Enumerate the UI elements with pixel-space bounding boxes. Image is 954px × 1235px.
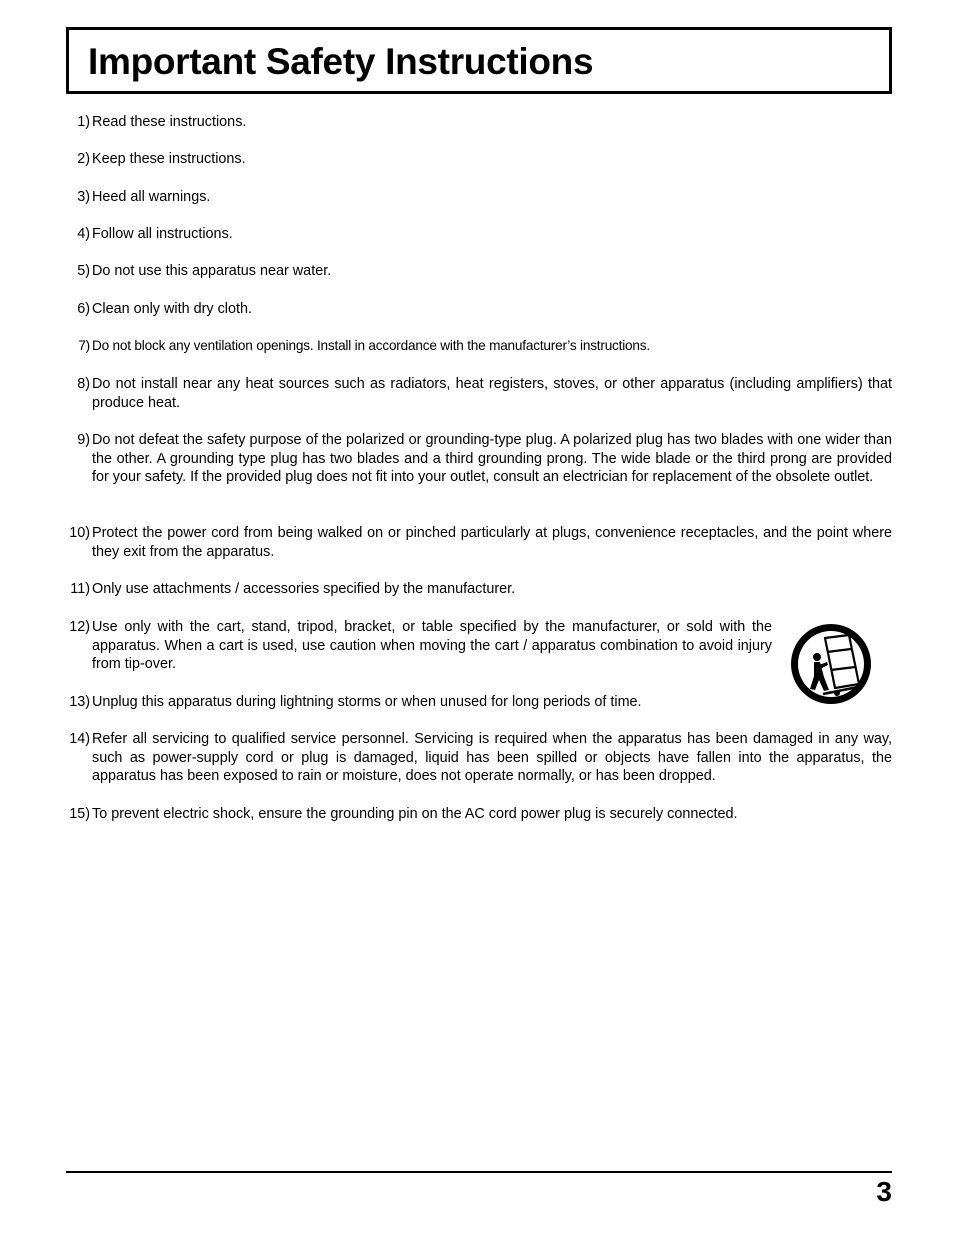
list-item [66, 524, 892, 561]
cart-tip-over-warning-icon [789, 622, 874, 707]
item-text: Do not use this apparatus near water. [92, 263, 332, 279]
item-number: 15) [69, 806, 90, 822]
list-item [66, 730, 892, 786]
item-text: Use only with the cart, stand, tripod, bracket, or table specified by the manufacturer, or sold with the apparatus. When a cart is used, use caution when moving the cart / apparatus combination to avoid injury from tip-over. [92, 619, 772, 673]
footer-divider [66, 1171, 892, 1173]
item-number: 13) [69, 694, 90, 710]
page-title: Important Safety Instructions [88, 41, 594, 82]
item-text: Do not block any ventilation openings. Install in accordance with the manufacturer’s instructions. [92, 338, 650, 353]
list-item [66, 337, 892, 356]
list-item [66, 150, 892, 169]
list-item [66, 805, 892, 824]
item-text: Unplug this apparatus during lightning storms or when unused for long periods of time. [92, 694, 642, 710]
item-number: 8) [77, 376, 90, 392]
title-box [66, 27, 892, 94]
item-number: 3) [77, 189, 90, 205]
item-number: 12) [69, 619, 90, 635]
list-item [66, 431, 892, 487]
list-item [66, 618, 892, 674]
list-item [66, 375, 892, 412]
item-number: 6) [77, 301, 90, 317]
item-number: 7) [78, 338, 90, 353]
item-text: Keep these instructions. [92, 151, 246, 167]
item-number: 9) [77, 432, 90, 448]
item-text: Follow all instructions. [92, 226, 233, 242]
item-text: Read these instructions. [92, 114, 247, 130]
item-number: 1) [77, 114, 90, 130]
item-text: Do not defeat the safety purpose of the polarized or grounding-type plug. A polarized plug has two blades with one wider than the other. A grounding type plug has two blades and a third grounding prong. The wide blade or the third prong are provided for your safety. If the provided plug does not fit into your outlet, consult an electrician for replacement of the obsolete outlet. [92, 432, 892, 486]
item-text: To prevent electric shock, ensure the grounding pin on the AC cord power plug is securely connected. [92, 806, 738, 822]
item-number: 11) [70, 581, 90, 597]
list-item [66, 188, 892, 207]
item-number: 4) [77, 226, 90, 242]
list-item [66, 693, 892, 712]
page-number: 3 [876, 1176, 892, 1207]
item-text: Do not install near any heat sources such as radiators, heat registers, stoves, or other apparatus (including amplifiers) that produce heat. [92, 376, 892, 411]
list-item [66, 113, 892, 132]
list-item [66, 300, 892, 319]
list-item [66, 262, 892, 281]
item-number: 2) [77, 151, 90, 167]
item-text: Only use attachments / accessories specified by the manufacturer. [92, 581, 516, 597]
item-text: Clean only with dry cloth. [92, 301, 252, 317]
item-number: 14) [69, 731, 90, 747]
item-text: Protect the power cord from being walked on or pinched particularly at plugs, convenience receptacles, and the point where they exit from the apparatus. [92, 525, 892, 560]
item-number: 5) [77, 263, 90, 279]
item-number: 10) [69, 525, 90, 541]
item-text: Heed all warnings. [92, 189, 211, 205]
list-item [66, 580, 892, 599]
item-text: Refer all servicing to qualified service personnel. Servicing is required when the apparatus has been damaged in any way, such as power-supply cord or plug is damaged, liquid has been spilled or objects have fallen into the apparatus, the apparatus has been exposed to rain or moisture, does not operate normally, or has been dropped. [92, 731, 892, 785]
list-item [66, 225, 892, 244]
